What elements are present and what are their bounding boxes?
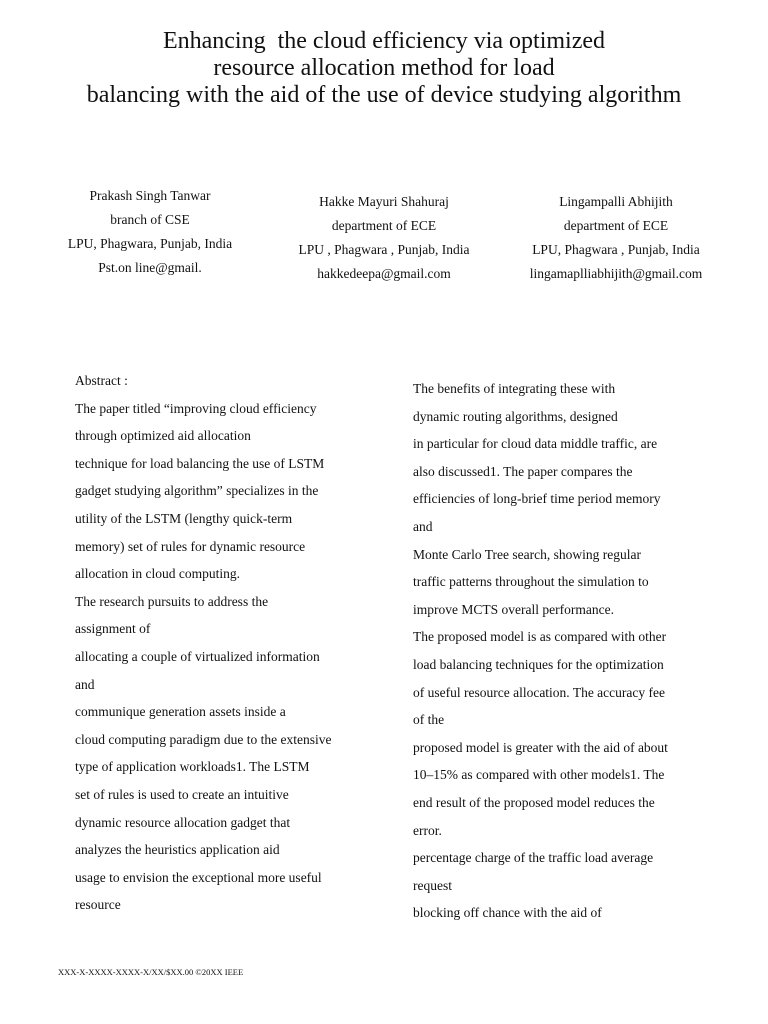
- author-name: Prakash Singh Tanwar: [89, 188, 211, 203]
- author-department: branch of CSE: [110, 212, 190, 227]
- text-line: allocation in cloud computing.: [75, 566, 240, 582]
- author-email: Pst.on line@gmail.: [98, 260, 202, 275]
- text-line: dynamic routing algorithms, designed: [413, 408, 618, 424]
- author-department: department of ECE: [331, 218, 437, 233]
- text-line: through optimized aid allocation: [75, 428, 251, 444]
- text-line: communique generation assets inside a: [75, 704, 286, 720]
- author-name: Lingampalli Abhijith: [559, 194, 673, 209]
- text-line: traffic patterns throughout the simulation to: [413, 574, 649, 590]
- text-line: The paper titled “improving cloud efficiency: [75, 400, 317, 416]
- text-line: Monte Carlo Tree search, showing regular: [413, 546, 641, 562]
- text-line: The research pursuits to address the: [75, 593, 269, 609]
- text-line: utility of the LSTM (lengthy quick-term: [75, 510, 293, 526]
- text-line: request: [413, 877, 452, 893]
- author-email: lingamaplliabhijith@gmail.com: [529, 266, 703, 281]
- text-line: cloud computing paradigm due to the extensive: [75, 731, 332, 747]
- author-block: [30, 184, 270, 280]
- text-line: and: [413, 518, 433, 534]
- text-line: set of rules is used to create an intuitive: [75, 786, 289, 802]
- text-line: improve MCTS overall performance.: [413, 601, 614, 617]
- author-block: [264, 190, 504, 286]
- text-line: dynamic resource allocation gadget that: [75, 814, 291, 830]
- text-line: also discussed1. The paper compares the: [413, 463, 633, 479]
- text-line: resource: [75, 897, 121, 913]
- text-line: and: [75, 676, 95, 692]
- author-department: department of ECE: [563, 218, 669, 233]
- text-line: gadget studying algorithm” specializes in the: [75, 483, 319, 499]
- title-line: balancing with the aid of the use of device studying algorithm: [86, 82, 682, 108]
- text-line: assignment of: [75, 621, 151, 637]
- text-line: technique for load balancing the use of LSTM: [75, 455, 325, 471]
- text-line: allocating a couple of virtualized information: [75, 648, 320, 664]
- text-line: in particular for cloud data middle traffic, are: [413, 436, 658, 452]
- text-line: The benefits of integrating these with: [413, 381, 616, 396]
- abstract-heading: Abstract :: [75, 373, 128, 388]
- title-line: Enhancing the cloud efficiency via optimized: [162, 28, 606, 54]
- text-line: memory) set of rules for dynamic resource: [75, 538, 306, 554]
- text-line: load balancing techniques for the optimization: [413, 656, 664, 672]
- text-line: blocking off chance with the aid of: [413, 905, 602, 921]
- text-line: type of application workloads1. The LSTM: [75, 759, 310, 775]
- text-line: usage to envision the exceptional more useful: [75, 869, 322, 885]
- text-line: error.: [413, 822, 442, 838]
- text-line: of useful resource allocation. The accuracy fee: [413, 684, 665, 700]
- text-line: 10–15% as compared with other models1. The: [413, 767, 665, 783]
- text-line: analyzes the heuristics application aid: [75, 842, 280, 858]
- text-line: proposed model is greater with the aid of about: [413, 739, 668, 755]
- paper-title: [0, 28, 768, 109]
- author-name: Hakke Mayuri Shahuraj: [319, 194, 449, 209]
- abstract-column-right: [413, 375, 713, 927]
- text-line: The proposed model is as compared with other: [413, 629, 667, 645]
- text-line: percentage charge of the traffic load average: [413, 850, 654, 866]
- author-block: [496, 190, 736, 286]
- text-line: efficiencies of long-brief time period memory: [413, 491, 661, 507]
- author-affiliation: LPU , Phagwara , Punjab, India: [298, 242, 470, 257]
- abstract-column-left: [75, 367, 365, 919]
- author-email: hakkedeepa@gmail.com: [317, 266, 451, 281]
- author-affiliation: LPU, Phagwara, Punjab, India: [67, 236, 233, 251]
- text-line: end result of the proposed model reduces the: [413, 794, 655, 810]
- copyright-footer: XXX-X-XXXX-XXXX-X/XX/$XX.00 ©20XX IEEE: [58, 967, 244, 977]
- author-affiliation: LPU, Phagwara , Punjab, India: [532, 242, 700, 257]
- text-line: of the: [413, 712, 445, 728]
- title-line: resource allocation method for load: [213, 55, 555, 81]
